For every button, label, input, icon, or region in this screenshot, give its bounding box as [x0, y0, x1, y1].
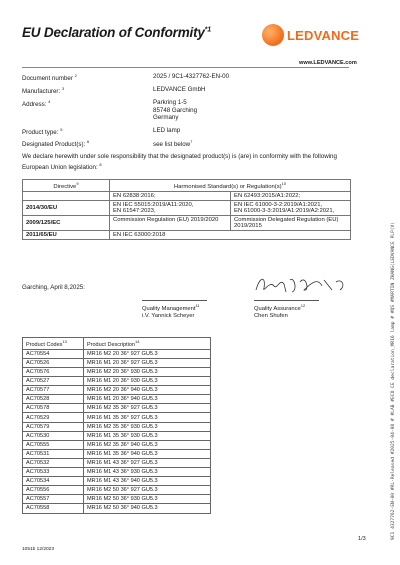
table-row: [23, 215, 351, 230]
directive-cell: 2014/30/EU: [23, 200, 110, 215]
header-divider: [22, 67, 349, 68]
signature-line: [254, 300, 319, 301]
table-row: [23, 431, 211, 440]
designated-products-value: see list below$^7$: [153, 139, 193, 149]
standards-header: Harmonised Standard(s) or $Regulation(s)^{10}$: [110, 180, 351, 192]
standard-cell: EN IEC 55015:2019/A11:2020, EN 61547:2023,: [110, 200, 231, 215]
logo-text: LEDVANCE: [287, 27, 360, 43]
product-description-cell: MR16 M1 43 36° 940 GU5.3: [84, 477, 211, 486]
page-number: 1/3: [358, 536, 366, 542]
product-code-cell: AC70529: [23, 413, 84, 422]
table-row: [23, 458, 211, 467]
product-code-cell: AC70533: [23, 468, 84, 477]
signature-line: [142, 300, 207, 301]
standard-cell: EN 62838:2016;: [110, 191, 231, 200]
manufacturer-label: Manufacturer: $^3$: [22, 86, 65, 96]
table-row: [23, 468, 211, 477]
website: www.LEDVANCE.com: [299, 60, 357, 66]
products-table: [22, 337, 211, 514]
table-row: [23, 368, 211, 377]
product-code-cell: AC70527: [23, 377, 84, 386]
standards-table: [22, 179, 351, 240]
standard-cell: Commission Delegated Regulation (EU) 2019/2015: [231, 215, 351, 230]
product-type-label: Product type: $^5$: [22, 127, 63, 137]
product-description-cell: MR16 M1 20 36° 930 GU5.3: [84, 377, 211, 386]
standard-cell: EN 62493:2015/A1:2022;: [231, 191, 351, 200]
product-code-cell: AC70579: [23, 422, 84, 431]
address-line: 85748 Garching: [153, 106, 198, 114]
directive-cell: 2009/125/EC: [23, 215, 110, 230]
product-code-cell: AC70577: [23, 386, 84, 395]
product-description-cell: MR16 M2 50 36° 927 GU5.3: [84, 486, 211, 495]
table-row: [23, 486, 211, 495]
directive-header: Directive$^9$: [23, 180, 110, 192]
table-row: [23, 422, 211, 431]
table-row: [23, 386, 211, 395]
table-row: [23, 477, 211, 486]
side-document-id: 9C1 4327762-EN-00 #RL-Released #2025-04-08 # #LAB #ECO CE declaration_MR16 lamp # #QS #MARTIN ZHANG(LEDVANCE PLP(V): [391, 221, 396, 540]
address-label: Address: $^4$: [22, 99, 51, 109]
product-code-cell: AC70578: [23, 404, 84, 413]
quality-management-signatory: Quality Management$^{11}$ i.V. Yannick Scheyer: [142, 303, 200, 319]
product-description-cell: MR16 M2 50 36° 940 GU5.3: [84, 504, 211, 513]
standard-cell: EN IEC 63000:2018: [110, 230, 351, 239]
product-code-cell: AC70558: [23, 504, 84, 513]
table-row: [23, 440, 211, 449]
table-row: [23, 377, 211, 386]
ledvance-logo: [262, 24, 359, 46]
table-row: [23, 495, 211, 504]
product-description-cell: MR16 M1 35 36° 927 GU5.3: [84, 413, 211, 422]
product-description-cell: MR16 M2 20 36° 940 GU5.3: [84, 386, 211, 395]
address-line: Parkring 1-5: [153, 99, 187, 106]
product-description-cell: MR16 M2 20 36° 927 GU5.3: [84, 349, 211, 358]
directive-cell: 2011/65/EU: [23, 230, 110, 239]
product-description-header: Product Description$^{14}$: [84, 338, 211, 350]
product-code-cell: AC70531: [23, 449, 84, 458]
product-codes-header: Product Codes$^{13}$: [23, 338, 84, 350]
product-code-cell: AC70556: [23, 486, 84, 495]
document-title: EU Declaration of Conformity$^{*1}$: [22, 25, 211, 40]
standard-cell: EN IEC 61000-3-2:2019/A1:2021, EN 61000-3-3:2019/A1:2019/A2:2021,: [231, 200, 351, 215]
signatory-name: i.V. Yannick Scheyer: [142, 312, 195, 319]
table-row: [23, 395, 211, 404]
product-description-cell: MR16 M1 43 36° 930 GU5.3: [84, 468, 211, 477]
table-row: [23, 200, 351, 215]
table-row: [23, 504, 211, 513]
table-row: [23, 191, 351, 200]
product-code-cell: AC70526: [23, 358, 84, 367]
signatory-name: Chen Shufen: [254, 312, 288, 319]
footer-code: 1051b 12/2023: [22, 547, 55, 552]
product-code-cell: AC70557: [23, 495, 84, 504]
product-code-cell: AC70532: [23, 458, 84, 467]
product-description-cell: MR16 M1 35 36° 940 GU5.3: [84, 449, 211, 458]
place-date: Garching, April 8,2025:: [22, 284, 85, 291]
product-description-cell: MR16 M1 43 36° 927 GU5.3: [84, 458, 211, 467]
table-row: [23, 349, 211, 358]
table-row: [23, 449, 211, 458]
table-row: [23, 230, 351, 239]
product-description-cell: MR16 M2 20 36° 930 GU5.3: [84, 368, 211, 377]
product-description-cell: MR16 M2 35 36° 940 GU5.3: [84, 440, 211, 449]
table-row: [23, 404, 211, 413]
product-description-cell: MR16 M1 20 36° 940 GU5.3: [84, 395, 211, 404]
product-description-cell: MR16 M2 50 36° 930 GU5.3: [84, 495, 211, 504]
product-description-cell: MR16 M2 35 36° 930 GU5.3: [84, 422, 211, 431]
address-value: [153, 99, 197, 122]
product-code-cell: AC70530: [23, 431, 84, 440]
document-number-label: Document number $^2$: [22, 73, 77, 83]
document-number-value: 2025 / 9C1-4327762-EN-00: [153, 73, 230, 80]
product-description-cell: MR16 M2 35 36° 927 GU5.3: [84, 404, 211, 413]
handwritten-signature: [252, 272, 352, 298]
product-code-cell: AC70534: [23, 477, 84, 486]
product-type-value: LED lamp: [153, 127, 181, 134]
product-code-cell: AC70555: [23, 440, 84, 449]
product-code-cell: AC70528: [23, 395, 84, 404]
manufacturer-value: LEDVANCE GmbH: [153, 86, 206, 93]
product-description-cell: MR16 M1 20 36° 927 GU5.3: [84, 358, 211, 367]
ledvance-logo-icon: [262, 24, 284, 46]
address-line: Germany: [153, 114, 179, 121]
product-code-cell: AC70576: [23, 368, 84, 377]
declaration-text: We declare herewith under sole responsibility that the designated product(s) is (are) in conformity with the following European Union legislation: $^8$: [22, 153, 337, 172]
standard-cell: Commission Regulation (EU) 2019/2020: [110, 215, 231, 230]
table-row: [23, 358, 211, 367]
product-description-cell: MR16 M1 35 36° 930 GU5.3: [84, 431, 211, 440]
directive-cell: [23, 191, 110, 200]
designated-products-label: Designated Product(s): $^6$: [22, 139, 90, 149]
product-code-cell: AC70554: [23, 349, 84, 358]
quality-assurance-signatory: Quality Assurance$^{12}$ Chen Shufen: [254, 303, 306, 319]
table-row: [23, 413, 211, 422]
